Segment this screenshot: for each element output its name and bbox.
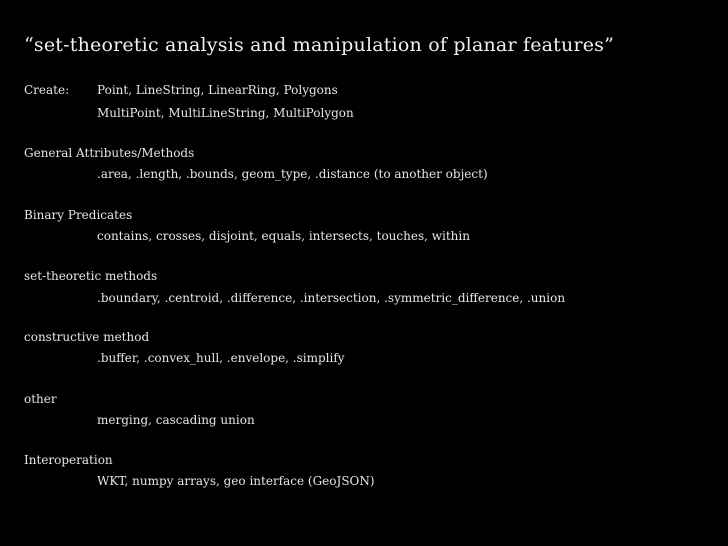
section-item-create-1: Point, LineString, LinearRing, Polygons <box>97 83 338 97</box>
section-label-constructive-method: constructive method <box>24 330 150 344</box>
section-item-general-attributes: .area, .length, .bounds, geom_type, .distance (to another object) <box>97 167 488 181</box>
section-item-create-2: MultiPoint, MultiLineString, MultiPolygon <box>97 106 354 120</box>
section-item-constructive-method: .buffer, .convex_hull, .envelope, .simplify <box>97 351 345 365</box>
section-item-interoperation: WKT, numpy arrays, geo interface (GeoJSON) <box>97 474 375 488</box>
slide-title: “set-theoretic analysis and manipulation of planar features” <box>24 34 615 56</box>
section-label-interoperation: Interoperation <box>24 453 113 467</box>
section-label-binary-predicates: Binary Predicates <box>24 208 133 222</box>
section-label-set-theoretic-methods: set-theoretic methods <box>24 269 158 283</box>
section-label-create: Create: <box>24 83 70 97</box>
section-label-other: other <box>24 392 57 406</box>
section-item-set-theoretic-methods: .boundary, .centroid, .difference, .intersection, .symmetric_difference, .union <box>97 291 566 305</box>
section-label-general-attributes: General Attributes/Methods <box>24 146 195 160</box>
section-item-other: merging, cascading union <box>97 413 255 427</box>
section-item-binary-predicates: contains, crosses, disjoint, equals, intersects, touches, within <box>97 229 470 243</box>
